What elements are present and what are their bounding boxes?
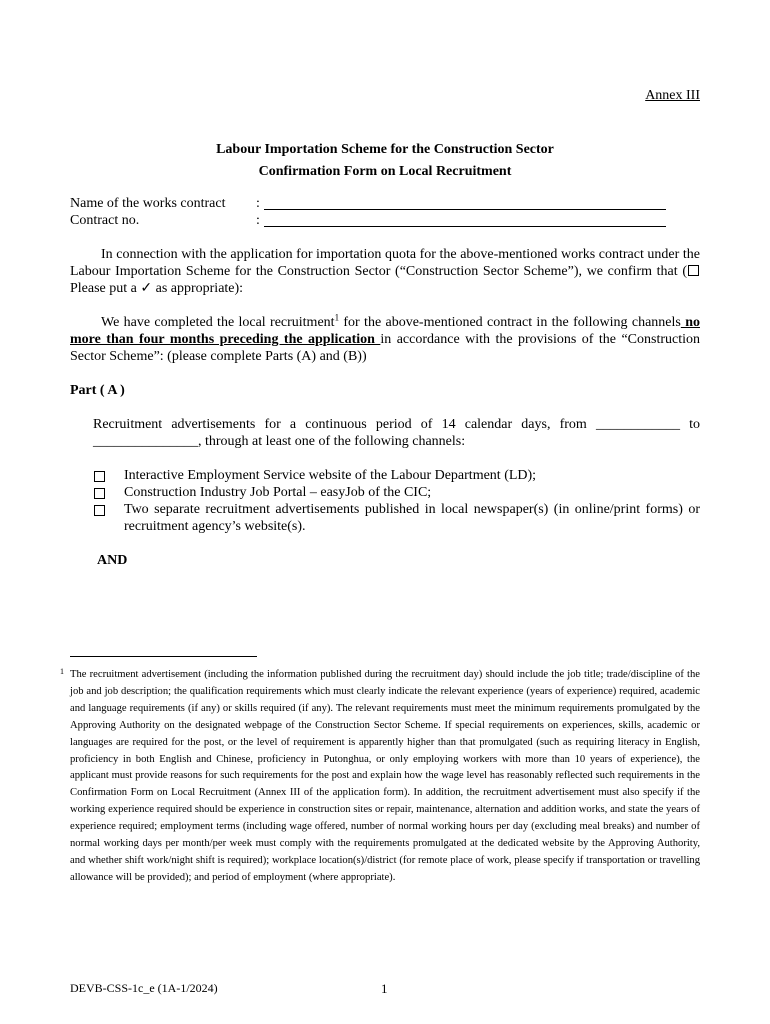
para1-middle: Please put a xyxy=(70,281,141,296)
annex-label: Annex III xyxy=(645,88,700,103)
confirmation-paragraph xyxy=(70,246,700,297)
channel-checklist xyxy=(93,467,700,535)
channel-label: Interactive Employment Service website of the Labour Department (LD); xyxy=(124,468,537,483)
works-contract-field[interactable] xyxy=(264,196,666,210)
page-number: 1 xyxy=(381,981,388,996)
part-a-heading: Part ( A ) xyxy=(70,383,125,398)
para1-after: as appropriate): xyxy=(152,281,244,296)
form-code: DEVB-CSS-1c_e (1A-1/2024) xyxy=(70,981,218,995)
footnote-text: The recruitment advertisement (including the information published during the recruitment day) should include the job title; trade/discipline of the job and job description; the qualification requirements which must clearly indicate the relevant experience (years of experience) required, academic and language requirements (if any) or skills required (if any). The relevant requirements must meet the minimum requirements promulgated by the Approving Authority on the designated webpage of the Construction Sector Scheme. If special requirements on experiences, skills, academic or languages are required for the post, or the level of requirement is apparently higher than that promulgated (such as requiring literacy in English, proficiency in both English and Chinese, proficiency in Putonghua, or only employing workers with more than 10 years of experience), the applicant must provide reasons for such requirements for the post and explain how the wage level has reasonably reflected such requirements in the Confirmation Form on Local Recruitment (Annex III of the application form). In addition, the recruitment advertisement must also specify if the working experience required should be experience in construction sites or repair, maintenance, alternation and addition works, and state the years of experience required; employment terms (including wage offered, number of normal working hours per day (excluding meal breaks) and number of normal working days per month/per week must comply with the requirements promulgated at the dedicated website by the Approving Authority, and whether shift work/night shift is required); workplace location(s)/district (for remote place of work, please specify if transportation or travelling allowance will be provided); and period of employment (where appropriate). xyxy=(70,669,700,883)
channel-label: Construction Industry Job Portal – easyJob of the CIC; xyxy=(124,485,432,500)
recruitment-paragraph xyxy=(70,314,700,365)
footnote xyxy=(60,667,700,887)
para2-text: We have completed the local recruitment xyxy=(101,315,335,330)
footnote-mark: 1 xyxy=(60,667,64,676)
checkbox-icon xyxy=(688,265,699,276)
recruitment-period-text: Recruitment advertisements for a continuous period of 14 calendar days, from ____________ to _______________, through at least one of the following channels: xyxy=(93,417,700,449)
contract-no-field[interactable] xyxy=(264,213,666,227)
channel-item xyxy=(93,484,700,501)
para1-text: In connection with the application for importation quota for the above-mentioned works contract under the Labour Importation Scheme for the Construction Sector (“Construction Sector Scheme”), we confirm that ( xyxy=(70,247,700,279)
and-label: AND xyxy=(97,553,128,568)
emphasis-text: no more than four months preceding the application xyxy=(70,315,700,347)
checkmark-icon: ✓ xyxy=(140,281,153,296)
channel-checkbox[interactable] xyxy=(94,488,105,499)
title-line-1: Labour Importation Scheme for the Construction Sector xyxy=(216,142,554,157)
contract-fields xyxy=(70,195,680,229)
para2-after-sup: for the above-mentioned contract in the following channels xyxy=(339,315,681,330)
field-colon: : xyxy=(256,196,260,211)
works-contract-row xyxy=(70,195,680,212)
field-colon: : xyxy=(256,213,260,228)
works-contract-label: Name of the works contract xyxy=(70,196,226,211)
footnote-reference: 1 xyxy=(334,312,340,323)
channel-item xyxy=(93,467,700,484)
contract-no-row xyxy=(70,212,680,229)
channel-checkbox[interactable] xyxy=(94,471,105,482)
footnote-divider xyxy=(70,656,257,657)
channel-label: Two separate recruitment advertisements published in local newspaper(s) (in online/print forms) or recruitment agency’s website(s). xyxy=(124,502,700,534)
para2-end: in accordance with the provisions of the “Construction Sector Scheme”: (please complete Parts (A) and (B)) xyxy=(70,332,700,364)
contract-no-label: Contract no. xyxy=(70,213,140,228)
title-line-2: Confirmation Form on Local Recruitment xyxy=(258,164,512,179)
channel-checkbox[interactable] xyxy=(94,505,105,516)
document-title xyxy=(0,139,770,183)
channel-item xyxy=(93,501,700,535)
